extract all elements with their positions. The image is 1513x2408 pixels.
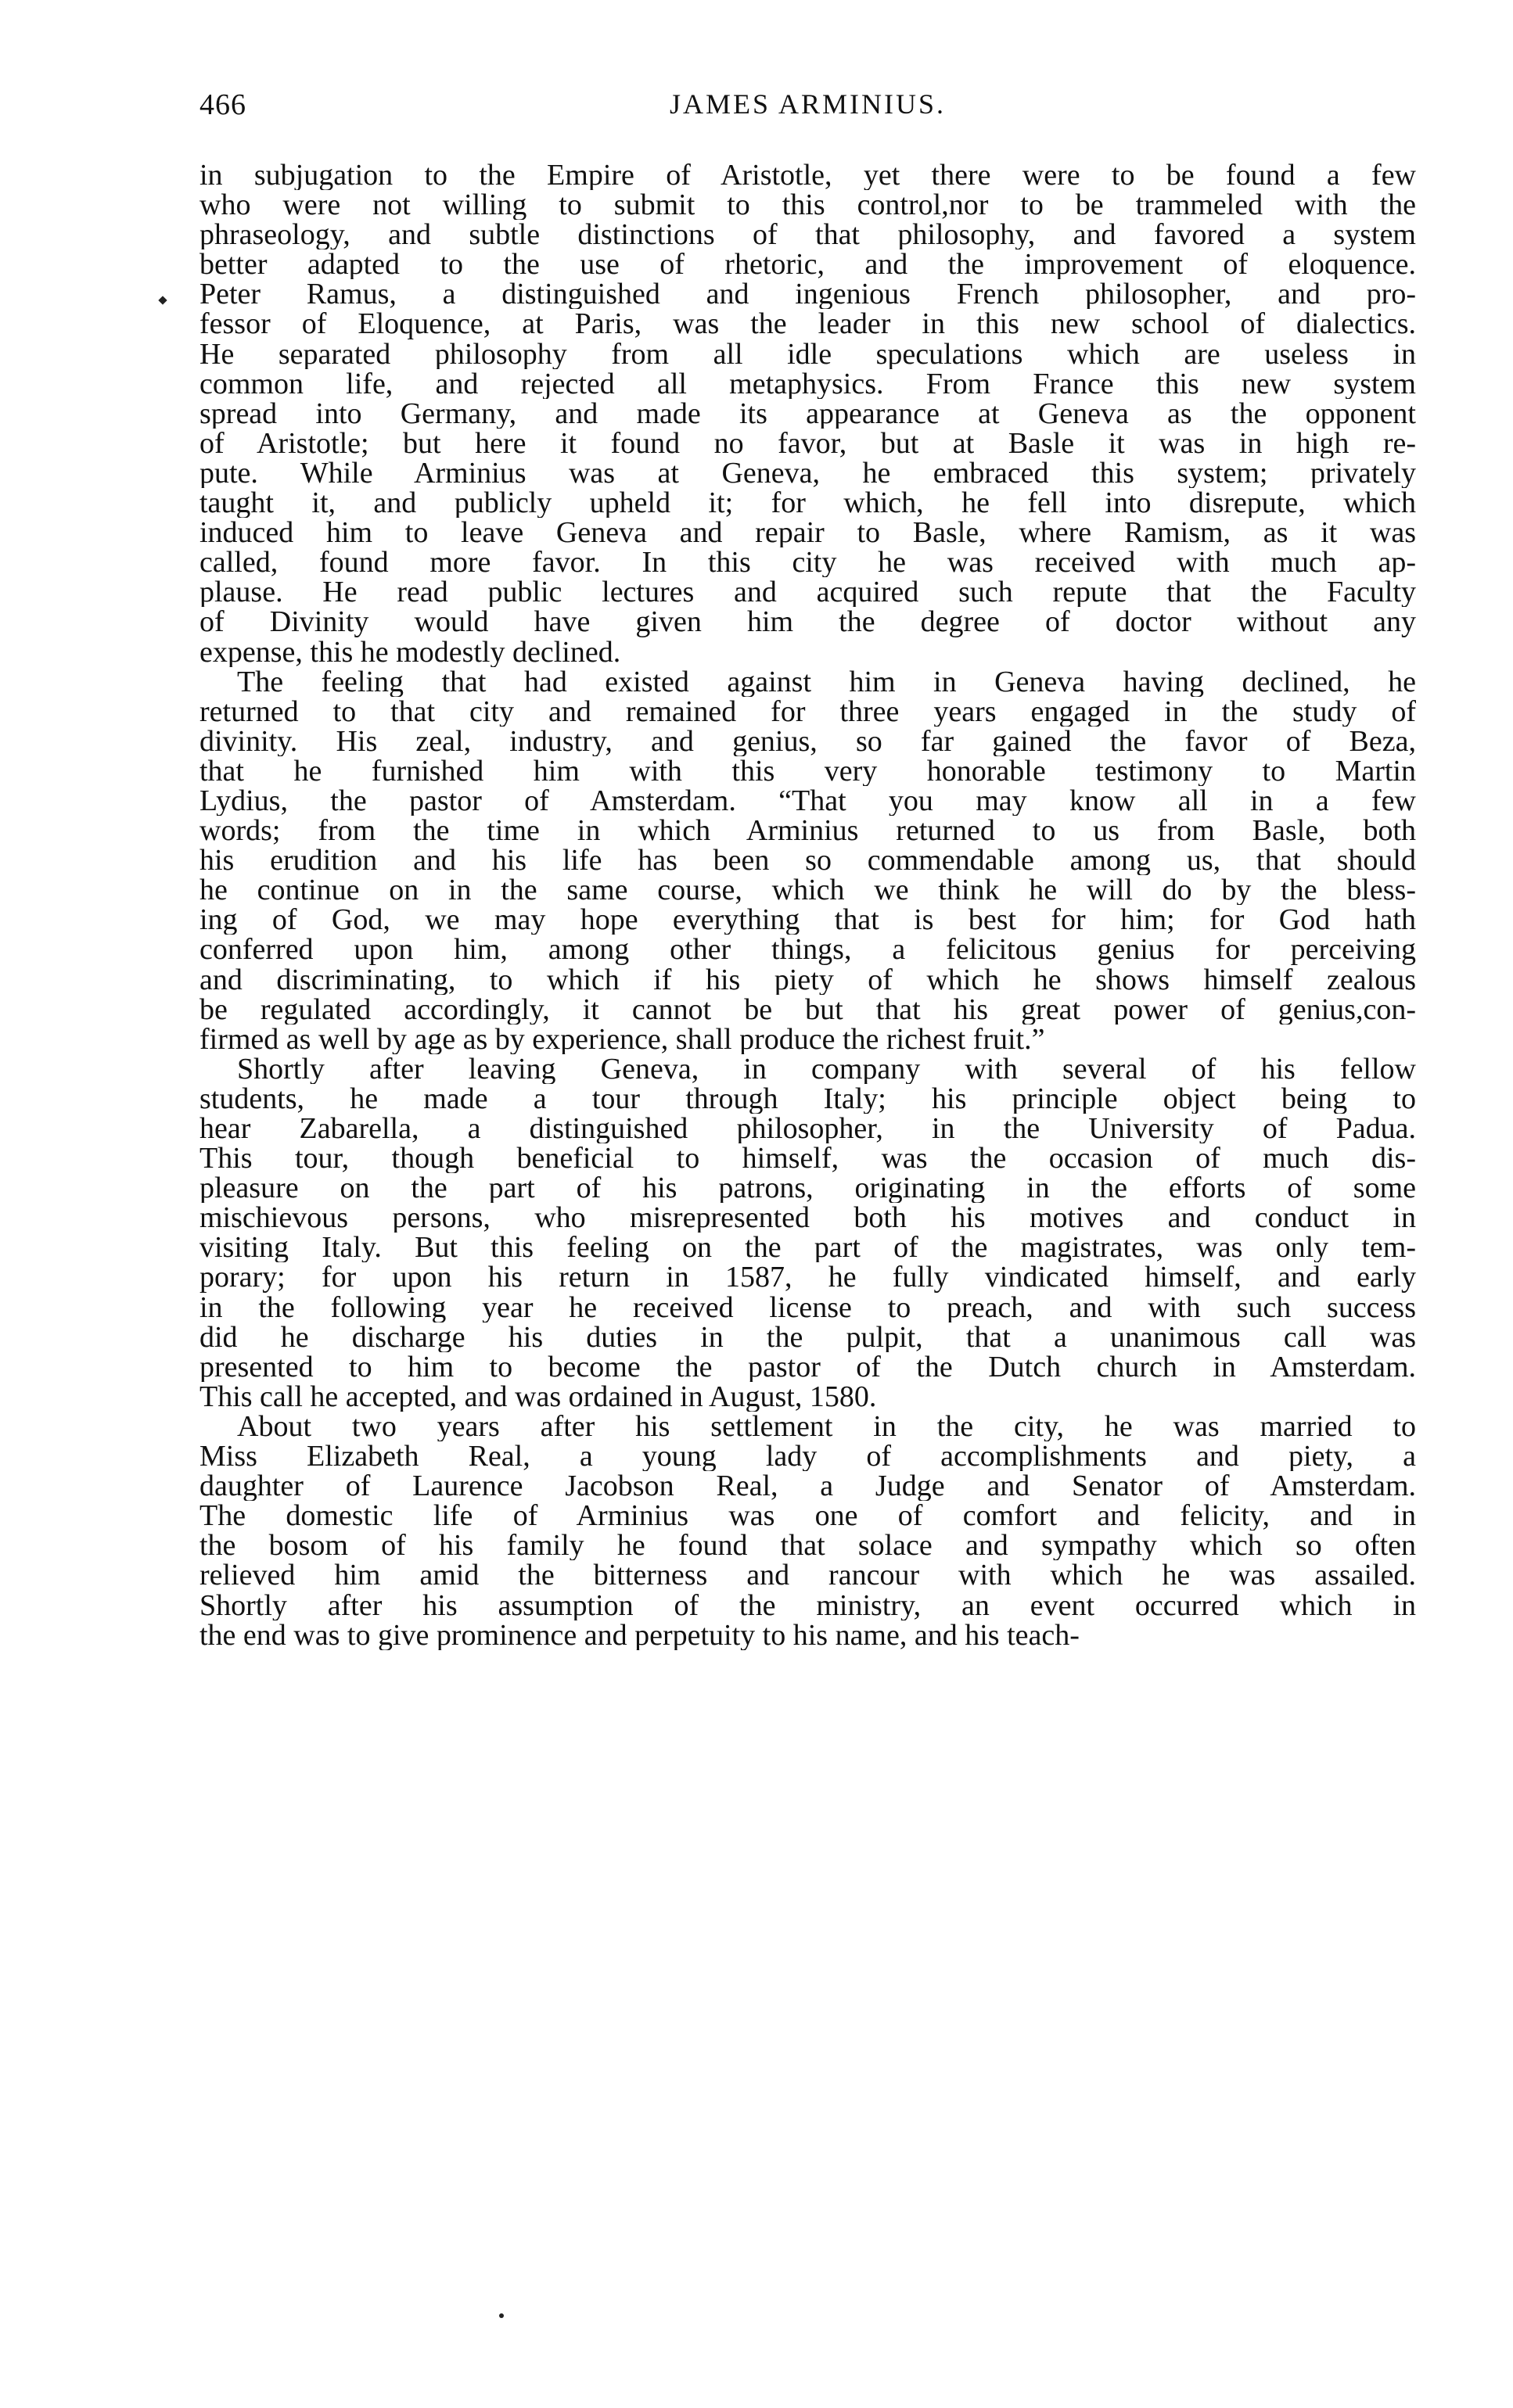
text-line: did he discharge his duties in the pulpit, that a unanimous call was [199,1322,1416,1352]
text-line: his erudition and his life has been so commendable among us, that should [199,845,1416,876]
body-text [199,160,1416,1650]
text-line: About two years after his settlement in the city, he was married to [237,1411,1416,1442]
text-line: in the following year he received license to preach, and with such success [199,1292,1416,1322]
text-line: plause. He read public lectures and acquired such repute that the Faculty [199,577,1416,608]
text-line: firmed as well by age as by experience, shall produce the richest fruit.” [199,1024,1045,1054]
text-line: called, found more favor. In this city he was received with much ap- [199,547,1416,578]
text-line: students, he made a tour through Italy; his principle object being to [199,1083,1416,1114]
text-line: The domestic life of Arminius was one of comfort and felicity, and in [199,1501,1416,1531]
text-line: that he furnished him with this very honorable testimony to Martin [199,755,1416,786]
text-line: taught it, and publicly upheld it; for which, he fell into disrepute, which [199,488,1416,519]
text-line: be regulated accordingly, it cannot be but that his great power of genius,con- [199,994,1416,1025]
text-line: the end was to give prominence and perpetuity to his name, and his teach- [199,1620,1080,1650]
text-line: pute. While Arminius was at Geneva, he embraced this system; privately [199,458,1416,489]
text-line: returned to that city and remained for three years engaged in the study of [199,696,1416,727]
text-line: This tour, though beneficial to himself, was the occasion of much dis- [199,1143,1416,1174]
text-line: spread into Germany, and made its appearance at Geneva as the opponent [199,398,1416,429]
running-head: JAMES ARMINIUS. [669,88,947,120]
text-line: pleasure on the part of his patrons, originating in the efforts of some [199,1173,1416,1204]
text-line: phraseology, and subtle distinctions of that philosophy, and favored a system [199,220,1416,250]
text-line: ing of God, we may hope everything that is best for him; for God hath [199,905,1416,935]
text-line: expense, this he modestly declined. [199,637,621,667]
text-line: The feeling that had existed against him in Geneva having declined, he [237,666,1416,697]
text-line: hear Zabarella, a distinguished philosopher, in the University of Padua. [199,1114,1416,1144]
text-line: This call he accepted, and was ordained in August, 1580. [199,1381,877,1412]
text-line: of Aristotle; but here it found no favor, but at Basle it was in high re- [199,428,1416,458]
ink-dot [499,2313,504,2318]
text-line: visiting Italy. But this feeling on the part of the magistrates, was only tem- [199,1233,1416,1263]
text-line: conferred upon him, among other things, a felicitous genius for perceiving [199,935,1416,965]
paragraph [199,160,1416,667]
text-line: in subjugation to the Empire of Aristotle, yet there were to be found a few [199,160,1416,191]
margin-mark [158,296,167,304]
text-line: better adapted to the use of rhetoric, and the improvement of eloquence. [199,249,1416,280]
text-line: Peter Ramus, a distinguished and ingenious French philosopher, and pro- [199,279,1416,310]
text-line: He separated philosophy from all idle speculations which are useless in [199,339,1416,369]
text-line: presented to him to become the pastor of the Dutch church in Amsterdam. [199,1351,1416,1382]
page-header [199,88,1416,135]
text-line: divinity. His zeal, industry, and genius, so far gained the favor of Beza, [199,726,1416,756]
text-line: of Divinity would have given him the degree of doctor without any [199,607,1416,637]
text-line: daughter of Laurence Jacobson Real, a Judge and Senator of Amsterdam. [199,1471,1416,1502]
text-line: Shortly after leaving Geneva, in company with several of his fellow [237,1053,1416,1084]
page-number: 466 [199,88,246,121]
paragraph [199,1412,1416,1650]
text-line: words; from the time in which Arminius returned to us from Basle, both [199,816,1416,846]
text-line: porary; for upon his return in 1587, he fully vindicated himself, and early [199,1262,1416,1293]
text-line: the bosom of his family he found that solace and sympathy which so often [199,1531,1416,1561]
text-line: fessor of Eloquence, at Paris, was the leader in this new school of dialectics. [199,309,1416,339]
text-line: he continue on in the same course, which we think he will do by the bless- [199,875,1416,906]
text-line: Lydius, the pastor of Amsterdam. “That you may know all in a few [199,785,1416,816]
text-line: Shortly after his assumption of the ministry, an event occurred which in [199,1590,1416,1620]
text-line: mischievous persons, who misrepresented both his motives and conduct in [199,1203,1416,1233]
paragraph [199,1054,1416,1412]
paragraph [199,667,1416,1054]
text-line: relieved him amid the bitterness and rancour with which he was assailed. [199,1560,1416,1591]
text-line: and discriminating, to which if his piety of which he shows himself zealous [199,964,1416,995]
text-line: who were not willing to submit to this control,nor to be trammeled with the [199,190,1416,221]
text-line: Miss Elizabeth Real, a young lady of accomplishments and piety, a [199,1441,1416,1472]
text-line: common life, and rejected all metaphysics. From France this new system [199,368,1416,399]
text-line: induced him to leave Geneva and repair to Basle, where Ramism, as it was [199,518,1416,548]
